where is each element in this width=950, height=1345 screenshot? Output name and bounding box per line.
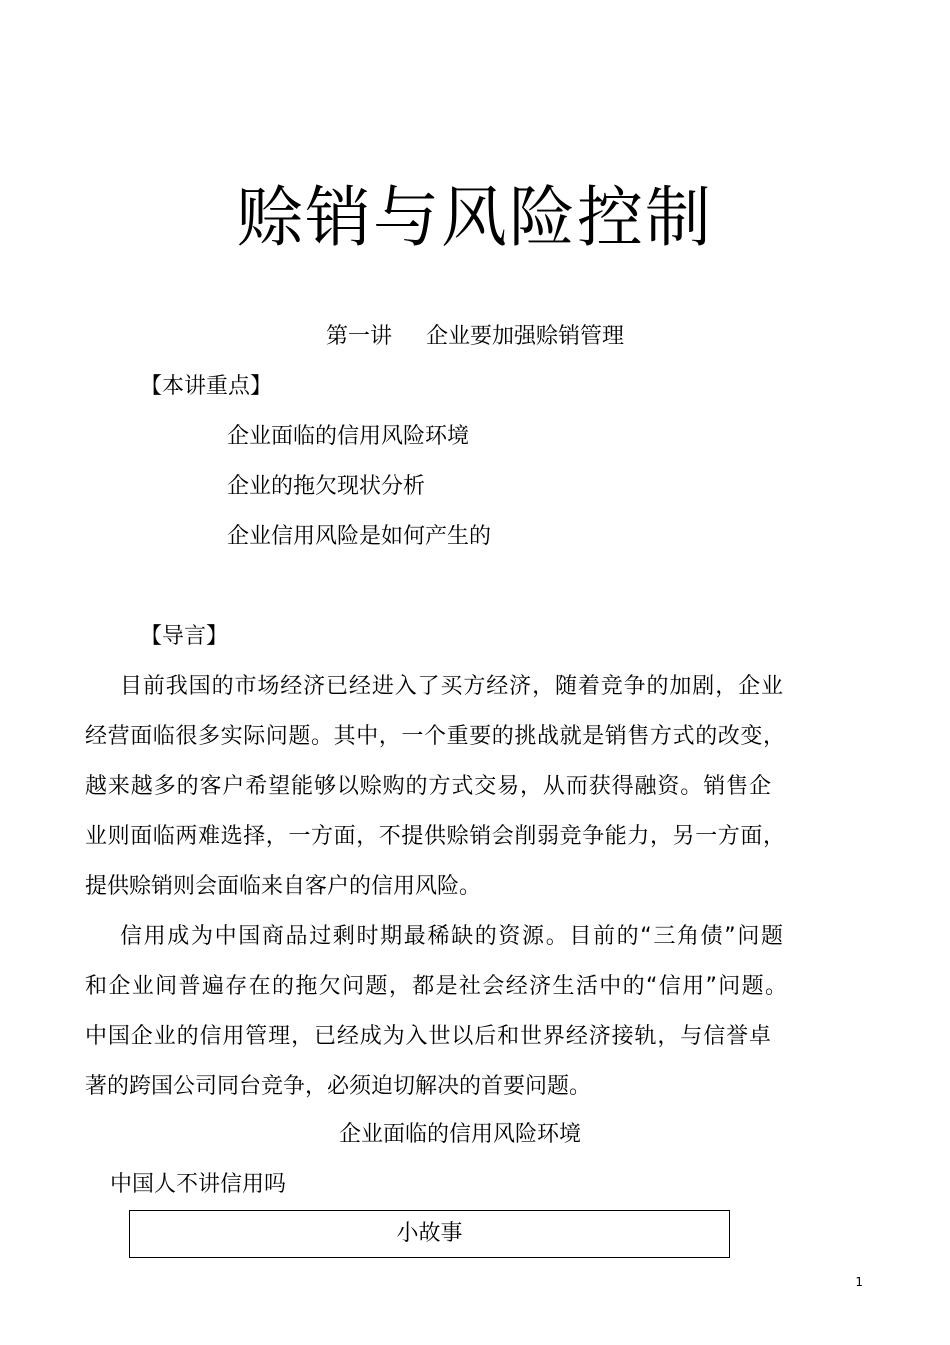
paragraph-line: 越来越多的客户希望能够以赊购的方式交易，从而获得融资。销售企 <box>85 774 771 799</box>
main-title: 赊销与风险控制 <box>237 179 713 256</box>
paragraph-line: 提供赊销则会面临来自客户的信用风险。 <box>85 874 482 899</box>
key-point-item: 企业面临的信用风险环境 <box>227 424 470 449</box>
story-box-label: 小故事 <box>396 1221 463 1246</box>
paragraph-line: 业则面临两难选择，一方面，不提供赊销会削弱竞争能力，另一方面， <box>85 824 785 849</box>
lecture-heading <box>0 320 950 354</box>
key-points-label: 【本讲重点】 <box>140 374 273 399</box>
paragraph-line: 目前我国的市场经济已经进入了买方经济，随着竞争的加剧，企业 <box>120 674 783 699</box>
section-heading: 企业面临的信用风险环境 <box>338 1122 581 1147</box>
page-number: 1 <box>855 1275 863 1289</box>
story-box <box>129 1210 730 1258</box>
paragraph-line: 经营面临很多实际问题。其中，一个重要的挑战就是销售方式的改变， <box>85 724 785 749</box>
introduction-label: 【导言】 <box>140 624 229 649</box>
lecture-title: 企业要加强赊销管理 <box>426 324 625 349</box>
paragraph-line: 信用成为中国商品过剩时期最稀缺的资源。目前的“三角债”问题 <box>120 924 783 949</box>
subheading: 中国人不讲信用吗 <box>110 1172 287 1197</box>
paragraph-line: 和企业间普遍存在的拖欠问题，都是社会经济生活中的“信用”问题。 <box>85 974 787 999</box>
key-point-item: 企业的拖欠现状分析 <box>227 474 426 499</box>
lecture-number: 第一讲 <box>325 324 392 349</box>
key-point-item: 企业信用风险是如何产生的 <box>227 524 492 549</box>
paragraph-line: 著的跨国公司同台竞争，必须迫切解决的首要问题。 <box>85 1074 592 1099</box>
paragraph-line: 中国企业的信用管理，已经成为入世以后和世界经济接轨，与信誉卓 <box>85 1024 771 1049</box>
